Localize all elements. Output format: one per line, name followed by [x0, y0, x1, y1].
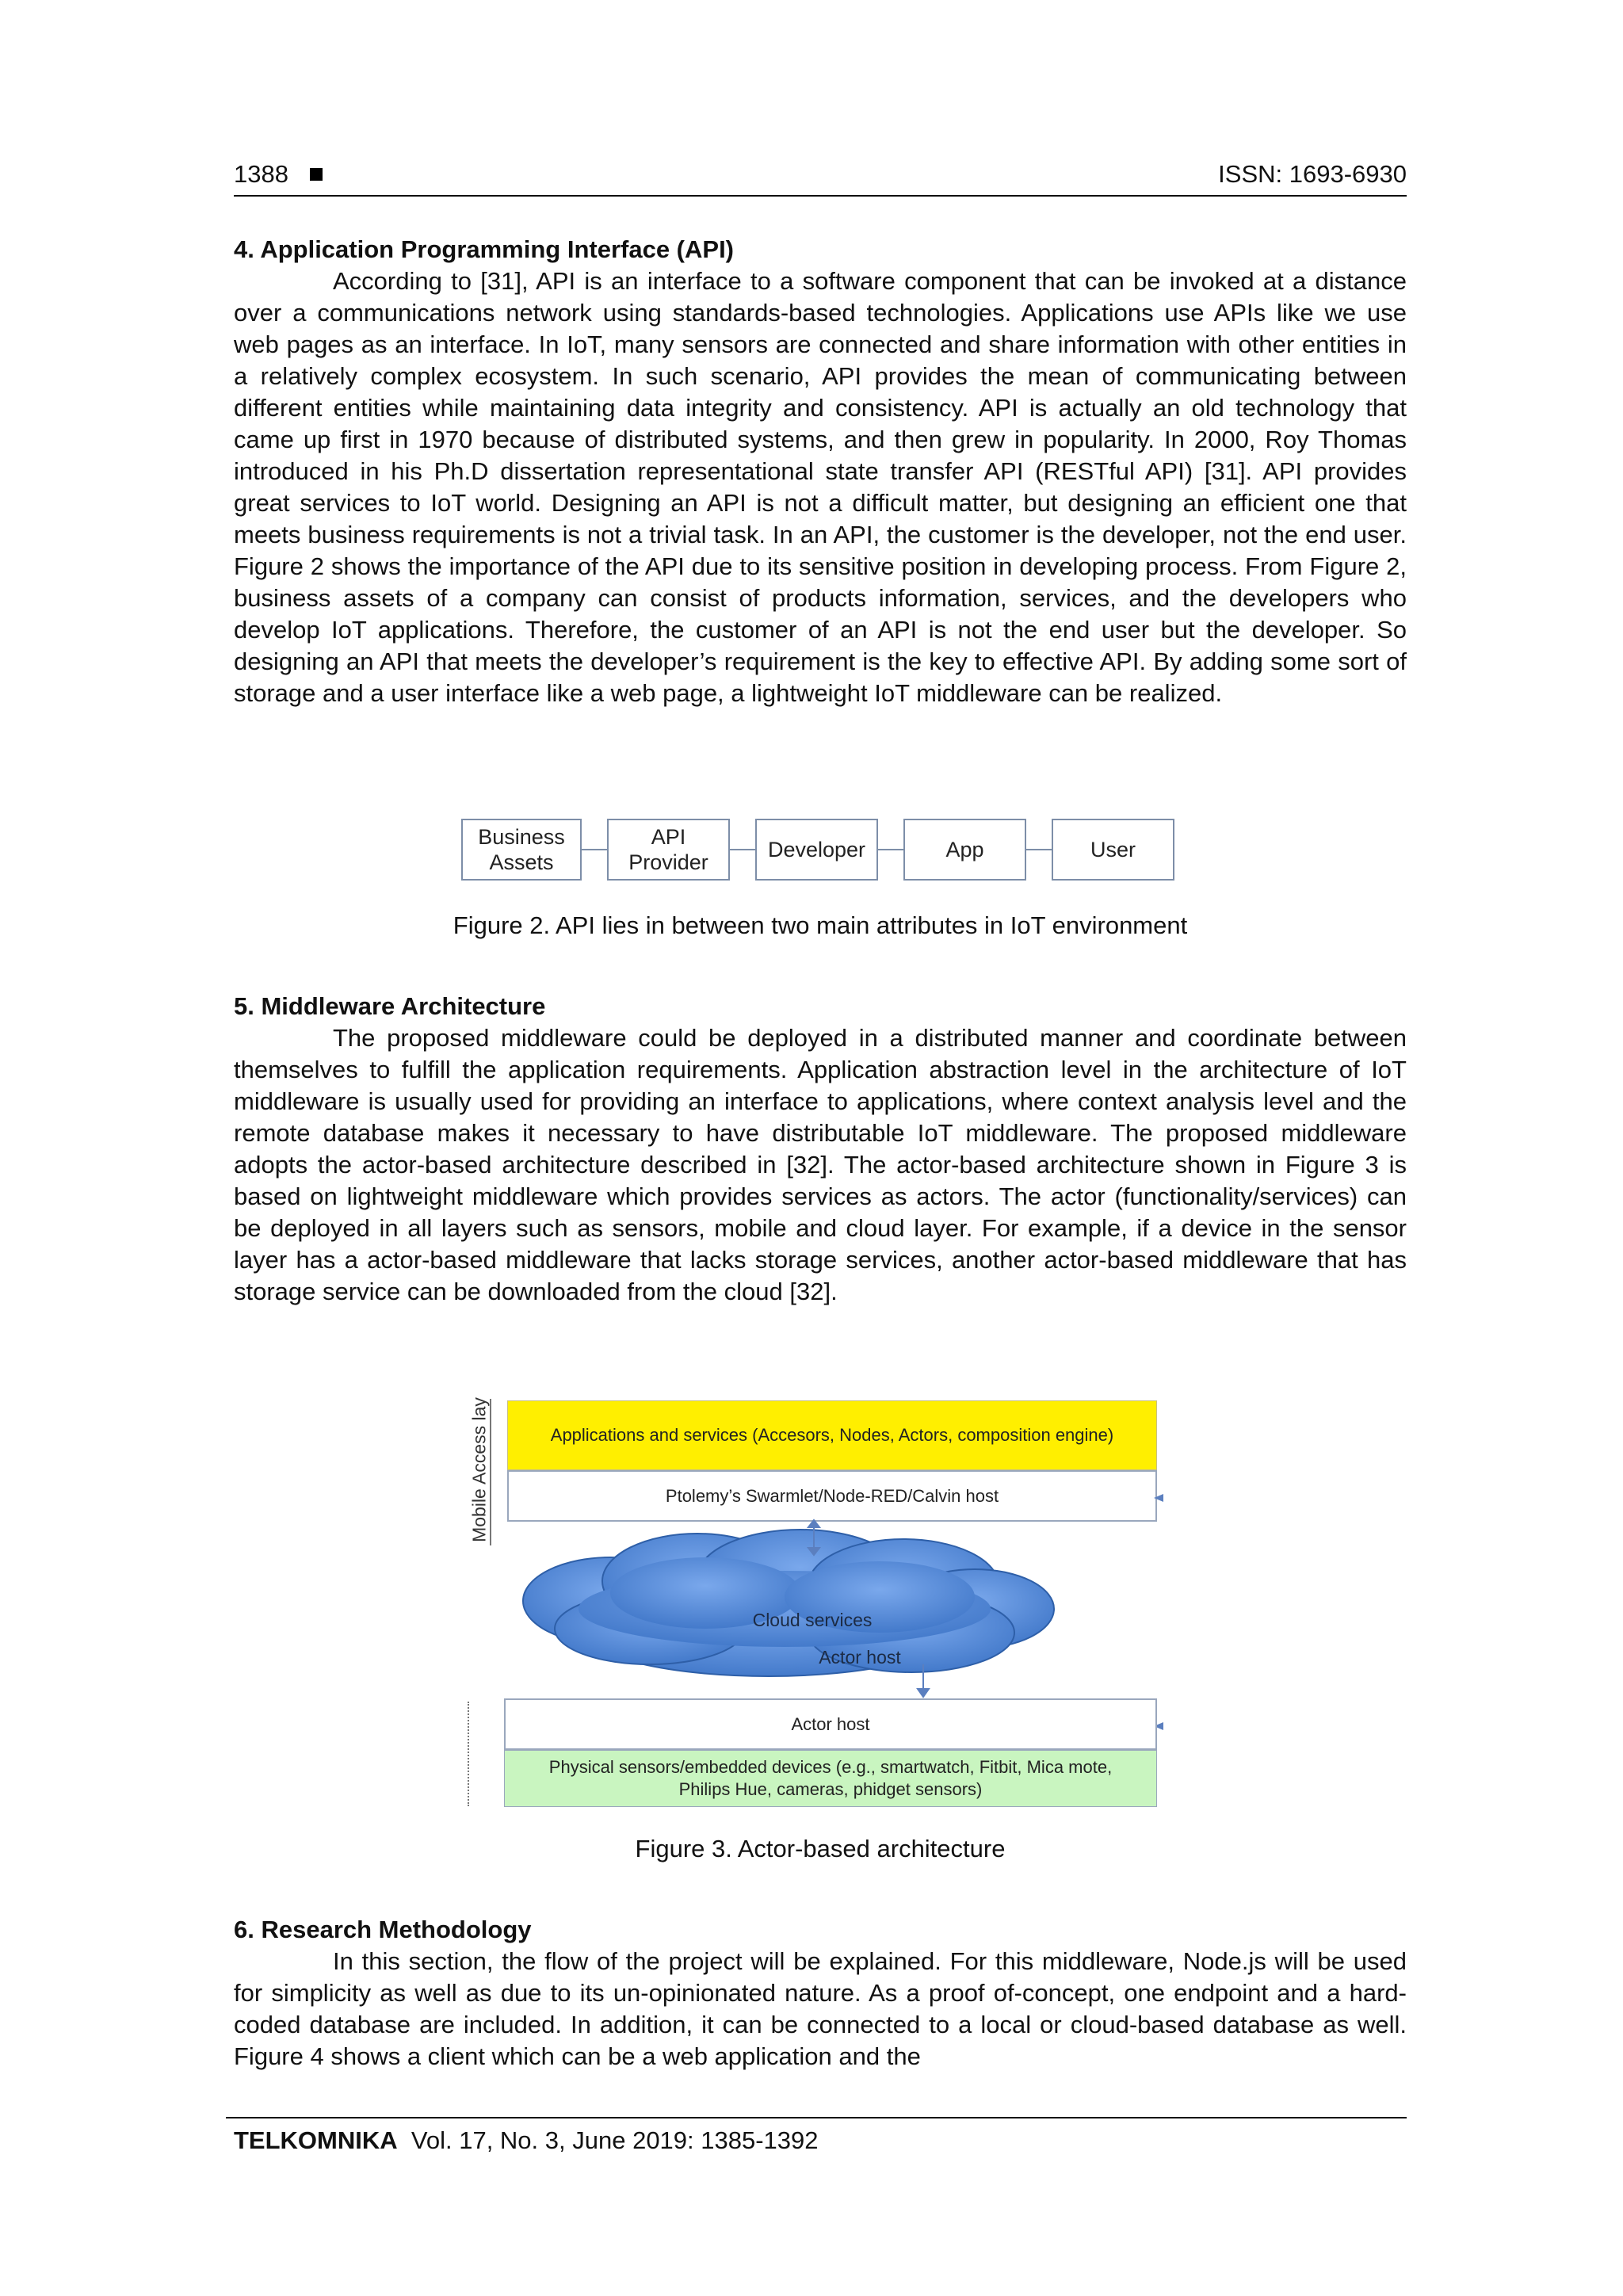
connector-line [730, 849, 755, 850]
figure-2-diagram [461, 819, 1174, 882]
cloud-actor-host-label: Actor host [819, 1647, 901, 1668]
box-business-assets: Business Assets [461, 819, 582, 881]
host-layer: Ptolemy’s Swarmlet/Node-RED/Calvin host [507, 1470, 1157, 1522]
section-body-middleware: The proposed middleware could be deployed in a distributed manner and coordinate between themselves to fulfill the application requirements. Application abstraction level in the architecture of IoT middleware is usually used for providing an interface to applications, where context analysis level and the remote database makes it necessary to have distributable IoT middleware. The proposed middleware adopts the actor-based architecture described in [32]. The actor-based architecture shown in Figure 3 is based on lightweight middleware which provides services as actors. The actor (functionality/services) can be deployed in all layers such as sensors, mobile and cloud layer. For example, if a device in the sensor layer has a actor-based middleware that lacks storage services, another actor-based middleware that has storage service can be downloaded from the cloud [32]. [234, 1024, 1407, 1305]
figure-3-caption: Figure 3. Actor-based architecture [635, 1835, 1006, 1862]
mobile-access-layer-label: Mobile Access lay [468, 1397, 490, 1542]
header-rule [234, 195, 1407, 197]
box-app: App [903, 819, 1026, 881]
section-title-middleware: 5. Middleware Architecture [234, 992, 546, 1020]
section-body-api: According to [31], API is an interface to a software component that can be invoked at a distance over a communications network using standards-based technologies. Applications use APIs like we use web pages as an interface. In IoT, many sensors are connected and share information with other entities in a relatively complex ecosystem. In such scenario, API provides the mean of communicating between different entities while maintaining data integrity and consistency. API is actually an old technology that came up first in 1970 because of distributed systems, and then grew in popularity. In 2000, Roy Thomas introduced in his Ph.D dissertation representational state transfer API (RESTful API) [31]. API provides great services to IoT world. Designing an API is not a difficult matter, but designing an efficient one that meets business requirements is not a trivial task. In an API, the customer is the developer, not the end user. Figure 2 shows the importance of the API due to its sensitive position in developing process. From Figure 2, business assets of a company can consist of products information, services, and the developers who develop IoT applications. Therefore, the customer of an API is not the end user but the developer. So designing an API that meets the developer’s requirement is the key to effective API. By adding some sort of storage and a user interface like a web page, a lightweight IoT middleware can be realized. [234, 267, 1407, 707]
journal-name: TELKOMNIKA [234, 2126, 398, 2154]
journal-citation: Vol. 17, No. 3, June 2019: 1385-1392 [411, 2126, 819, 2154]
actor-host-layer: Actor host [504, 1698, 1157, 1750]
section-body-methodology: In this section, the flow of the project will be explained. For this middleware, Node.js will be used for simplicity as well as due to its un-opinionated nature. As a proof of-concept, one endpoint and a hard-coded database are included. In addition, it can be connected to a local or cloud-based database as well. Figure 4 shows a client which can be a web application and the [234, 1947, 1407, 2070]
figure-3-diagram [468, 1391, 1173, 1811]
running-footer [234, 2124, 819, 2157]
connector-line [1026, 849, 1052, 850]
connector-line [878, 849, 903, 850]
physical-sensors-layer: Physical sensors/embedded devices (e.g., smartwatch, Fitbit, Mica mote, Philips Hue, cameras, phidget sensors) [504, 1750, 1157, 1807]
box-api-provider: API Provider [607, 819, 730, 881]
applications-services-layer: Applications and services (Accesors, Nodes, Actors, composition engine) [507, 1400, 1157, 1470]
left-arrow-icon [1154, 1494, 1163, 1730]
section-title-methodology: 6. Research Methodology [234, 1916, 532, 1943]
section-title-api: 4. Application Programming Interface (API) [234, 235, 735, 263]
box-developer: Developer [755, 819, 878, 881]
footer-rule [226, 2117, 1407, 2118]
square-bullet-icon [310, 168, 323, 181]
issn-label: ISSN: 1693-6930 [1218, 160, 1407, 188]
figure-2-caption: Figure 2. API lies in between two main attributes in IoT environment [453, 911, 1188, 939]
page-number: 1388 [234, 160, 288, 188]
box-user: User [1052, 819, 1174, 881]
running-header [234, 157, 1407, 192]
cloud-services-label: Cloud services [752, 1610, 873, 1630]
connector-line [582, 849, 607, 850]
